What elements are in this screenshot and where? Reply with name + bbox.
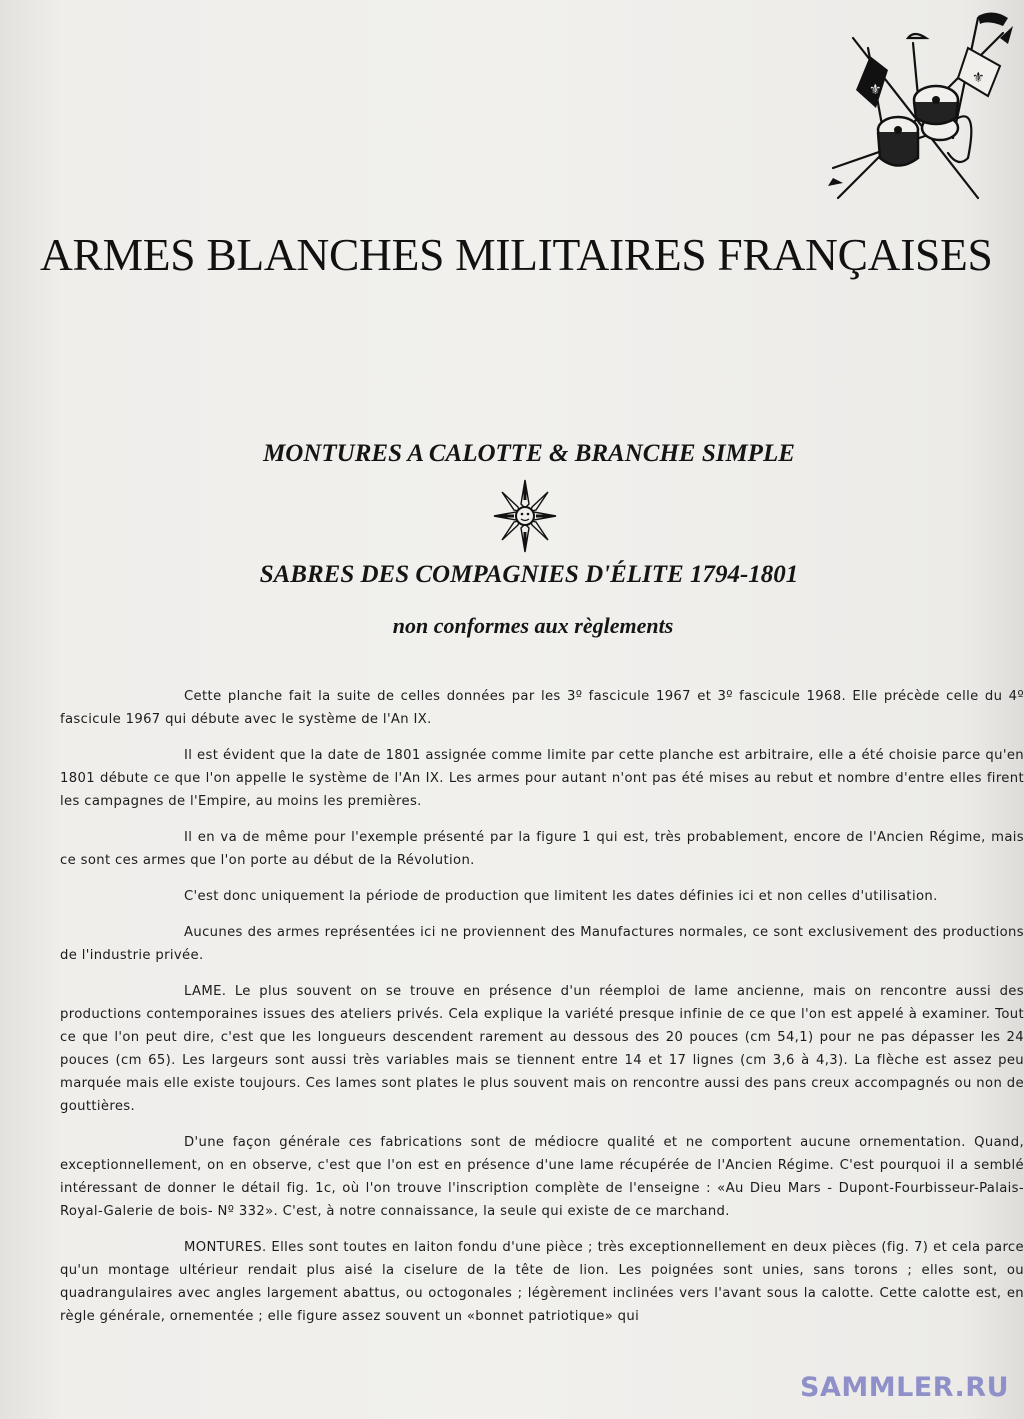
military-trophy-icon <box>828 8 1018 218</box>
section-title: MONTURES A CALOTTE & BRANCHE SIMPLE <box>263 440 795 467</box>
svg-text:⚜: ⚜ <box>972 70 985 86</box>
paragraph: MONTURES. Elles sont toutes en laiton fondu d'une pièce ; très exceptionnellement en deux pièces (fig. 7) et cela parce qu'un montage ultérieur rendait plus aisé la ciselure de la tête de lion. Les poignées sont unies, sans torons ; elles sont, ou quadrangulaires avec angles largement abattus, ou octogonales ; légèrement inclinées vers l'avant sous la calotte. Cette calotte est, en règle générale, ornementée ; elle figure assez souvent un «bonnet patriotique» qui <box>60 1240 1024 1324</box>
paragraph: Il en va de même pour l'exemple présenté par la figure 1 qui est, très probablement, encore de l'Ancien Régime, mais ce sont ces armes que l'on porte au début de la Révolution. <box>60 830 1024 868</box>
plate-subtitle: non conformes aux règlements <box>392 613 674 638</box>
paragraph: D'une façon générale ces fabrications sont de médiocre qualité et ne comportent aucune ornementation. Quand, exceptionnellement, on en observe, c'est que l'on est en présence d'une lame récupérée de l'Ancien Régime. C'est pourquoi il a semblé intéressant de donner le détail fig. 1c, où l'on trouve l'inscription complète de l'enseigne : «Au Dieu Mars - Dupont-Fourbisseur-Palais-Royal-Galerie de bois- Nº 332». C'est, à notre connaissance, la seule qui existe de ce marchand. <box>60 1135 1024 1219</box>
paragraph: C'est donc uniquement la période de production que limitent les dates définies ici et non celles d'utilisation. <box>184 889 938 904</box>
paragraph: Cette planche fait la suite de celles données par les 3º fascicule 1967 et 3º fascicule 1968. Elle précède celle du 4º fascicule 1967 qui débute avec le système de l'An IX. <box>60 689 1024 727</box>
sunburst-star-icon <box>492 478 558 554</box>
paragraph: Il est évident que la date de 1801 assignée comme limite par cette planche est arbitraire, elle a été choisie parce qu'en 1801 débute ce que l'on appelle le système de l'An IX. Les armes pour autant n'ont pas été mises au rebut et nombre d'entre elles firent les campagnes de l'Empire, au moins les premières. <box>60 748 1024 809</box>
watermark: SAMMLER.RU <box>800 1372 1009 1403</box>
body-text <box>60 685 1024 1341</box>
plate-title: SABRES DES COMPAGNIES D'ÉLITE 1794-1801 <box>259 561 799 588</box>
svg-text:⚜: ⚜ <box>869 82 882 98</box>
paragraph: LAME. Le plus souvent on se trouve en présence d'un réemploi de lame ancienne, mais on rencontre aussi des productions contemporaines issues des ateliers privés. Cela explique la variété presque infinie de ce que l'on est appelé à examiner. Tout ce que l'on peut dire, c'est que les longueurs descendent rarement au dessous des 20 pouces (cm 54,1) pour ne pas dépasser les 24 pouces (cm 65). Les largeurs sont aussi très variables mais se tiennent entre 14 et 17 lignes (cm 3,6 à 4,3). La flèche est assez peu marquée mais elle existe toujours. Ces lames sont plates le plus souvent mais on rencontre aussi des pans creux accompagnés ou non de gouttières. <box>60 984 1024 1114</box>
paragraph: Aucunes des armes représentées ici ne proviennent des Manufactures normales, ce sont exclusivement des productions de l'industrie privée. <box>60 925 1024 963</box>
main-title: ARMES BLANCHES MILITAIRES FRANÇAISES <box>40 229 993 280</box>
